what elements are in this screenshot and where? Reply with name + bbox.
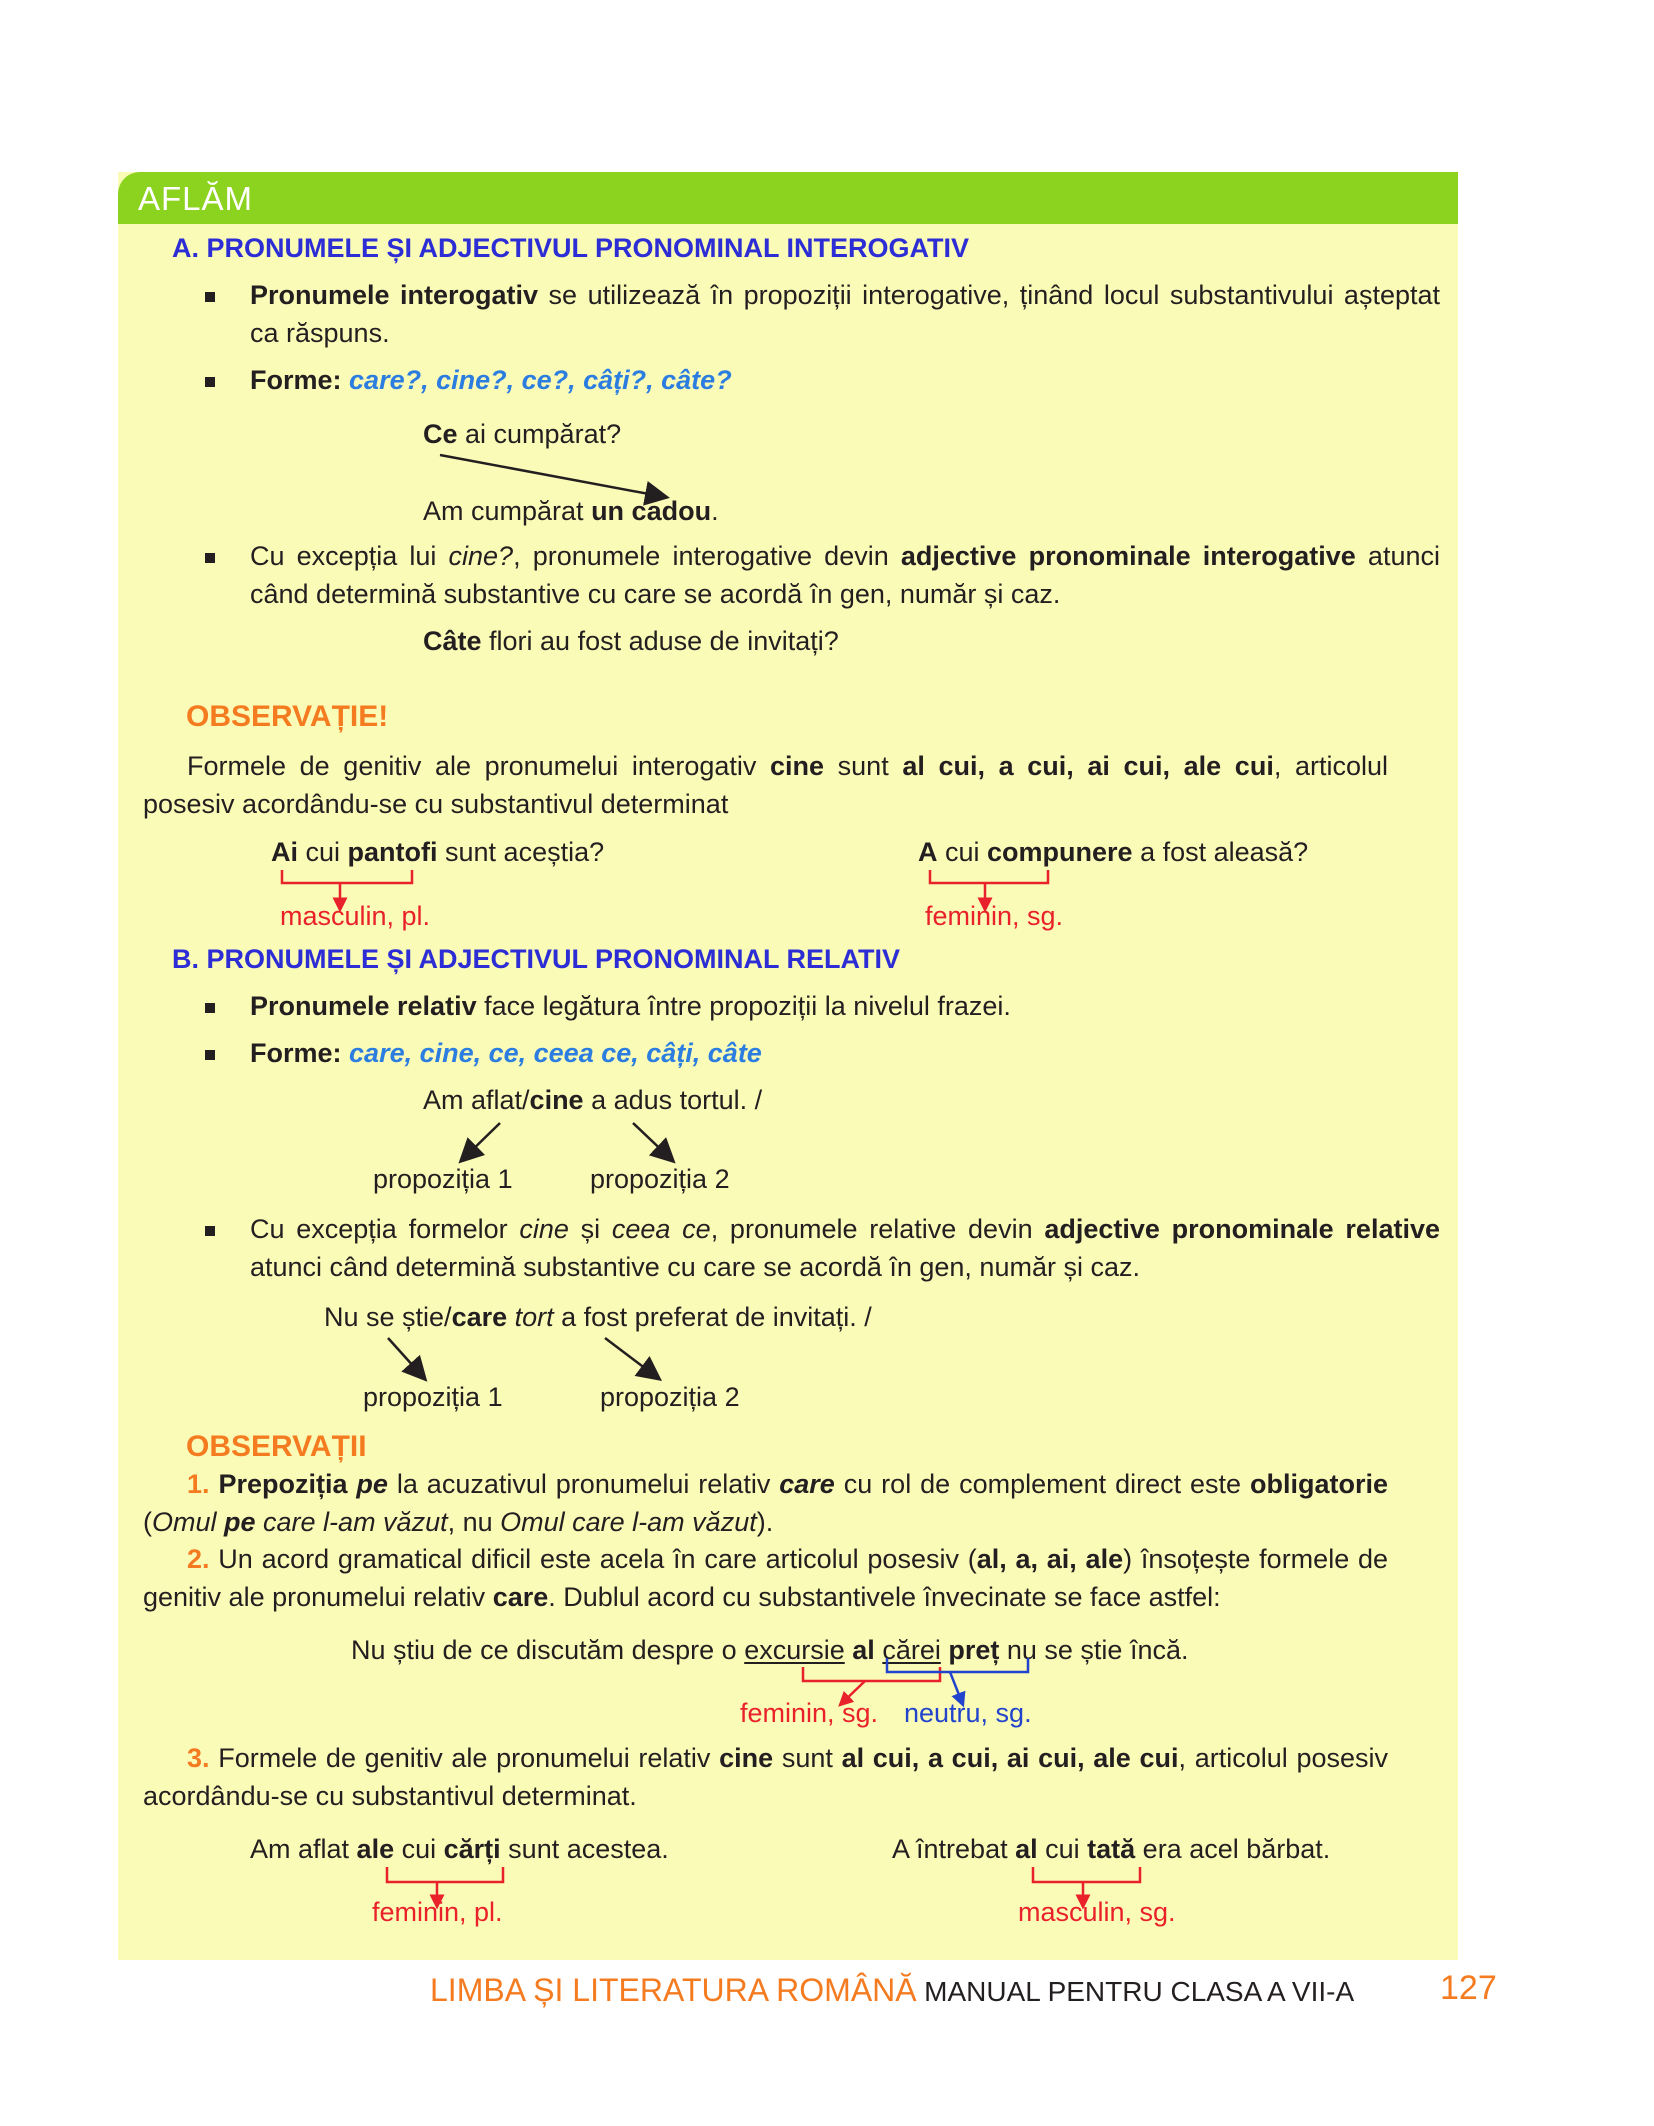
arrow-line: [840, 1681, 865, 1705]
example-text: a adus tortul. /: [583, 1085, 763, 1115]
example-text: Am aflat: [250, 1834, 357, 1864]
paragraph-text: , nu: [447, 1507, 501, 1537]
item-number: 3.: [187, 1743, 210, 1773]
example-text: A întrebat: [892, 1834, 1016, 1864]
arrow-line: [388, 1338, 424, 1378]
paragraph-italic: Omul: [152, 1507, 225, 1537]
bullet-text: Cu excepția lui: [250, 541, 449, 571]
paragraph-bold-italic: care: [779, 1469, 835, 1499]
example-text: nu se știe încă.: [999, 1635, 1189, 1665]
bullet-text: , pronumele relative devin: [710, 1214, 1045, 1244]
example-text: Nu știu de ce discutăm despre o: [351, 1635, 745, 1665]
example-bold: al: [1015, 1834, 1038, 1864]
example-bold: ale: [356, 1834, 395, 1864]
example-bold: Câte: [423, 626, 482, 656]
annotation-label: masculin, pl.: [280, 901, 431, 931]
bullet-text: face legătura între propoziții la nivelul frazei.: [476, 991, 1011, 1021]
example-bold: un cadou: [591, 496, 712, 526]
annotation-label: feminin, pl.: [372, 1897, 503, 1927]
arrow-line: [440, 455, 665, 497]
example-text: sunt aceștia?: [437, 837, 605, 867]
example-bold: A: [918, 837, 938, 867]
paragraph-text: Formele de genitiv ale pronumelui interogativ: [187, 751, 771, 781]
paragraph-bold-italic: pe: [224, 1507, 256, 1537]
paragraph-text: (: [143, 1507, 152, 1537]
example-bold: tată: [1087, 1834, 1136, 1864]
bullet-text: , pronumele interogative devin: [513, 541, 901, 571]
arrow-line: [950, 1672, 963, 1705]
annotation-label: neutru, sg.: [904, 1698, 1032, 1728]
example-bold: cărți: [443, 1834, 501, 1864]
paragraph-text: ) însoțește formele de genitiv ale pronumelui relativ: [143, 1544, 1388, 1612]
underlined-noun: excursie: [744, 1635, 845, 1665]
example-text: cui: [298, 837, 348, 867]
footer-subject: LIMBA ȘI LITERATURA ROMÂNĂ: [430, 1972, 917, 2008]
paragraph-bold-italic: pe: [347, 1469, 388, 1499]
example-bold: pantofi: [347, 837, 438, 867]
example-text: flori au fost aduse de invitați?: [481, 626, 839, 656]
paragraph-bold: al, a, ai, ale: [976, 1544, 1124, 1574]
term-bold: Pronumele relativ: [250, 991, 477, 1021]
paragraph-text: cu rol de complement direct este: [834, 1469, 1250, 1499]
bullet-italic: cine?: [448, 541, 514, 571]
forms-list: care, cine, ce, ceea ce, câți, câte: [349, 1038, 762, 1068]
paragraph-text: , articolul posesiv acordându-se cu substantivul determinat.: [143, 1743, 1388, 1811]
bullet-text: și: [568, 1214, 612, 1244]
example-text: a fost preferat de invitați. /: [553, 1302, 872, 1332]
arrow-line: [633, 1123, 672, 1160]
example-bold: preț: [948, 1635, 1000, 1665]
footer-book: MANUAL PENTRU CLASA A VII-A: [924, 1976, 1355, 2007]
bullet-text: atunci când determină substantive cu care se acordă în gen, număr și caz.: [250, 541, 1440, 609]
bracket: [1033, 1867, 1140, 1882]
example-bold: Ce: [423, 419, 458, 449]
arrow-line: [462, 1123, 500, 1160]
paragraph-italic: Omul care l-am văzut: [500, 1507, 757, 1537]
example-text: ai cumpărat?: [457, 419, 622, 449]
forms-label: Forme:: [250, 365, 342, 395]
paragraph-bold: cine: [770, 751, 825, 781]
clause-label-2: propoziția 2: [590, 1164, 730, 1194]
bullet-italic: cine: [519, 1214, 569, 1244]
example-text: .: [711, 496, 719, 526]
underlined-pronoun: cărei: [882, 1635, 941, 1665]
example-text: Nu se știe/: [324, 1302, 452, 1332]
example-text: era acel bărbat.: [1135, 1834, 1331, 1864]
bullet-text: atunci când determină substantive cu care se acordă în gen, număr și caz.: [250, 1252, 1140, 1282]
example-italic: tort: [507, 1302, 554, 1332]
example-bold: al: [852, 1635, 875, 1665]
clause-label-1: propoziția 1: [373, 1164, 513, 1194]
paragraph-text: ).: [756, 1507, 774, 1537]
paragraph-bold: al cui, a cui, ai cui, ale cui: [902, 751, 1274, 781]
observation-heading: OBSERVAȚIE!: [186, 700, 389, 733]
bracket: [887, 1658, 1028, 1672]
bracket: [387, 1867, 503, 1882]
paragraph-text: , articolul posesiv acordându-se cu substantivul determinat: [143, 751, 1388, 819]
observations-heading: OBSERVAȚII: [186, 1430, 367, 1463]
item-number: 1.: [187, 1469, 210, 1499]
item-number: 2.: [187, 1544, 210, 1574]
example-text: Am aflat/: [423, 1085, 530, 1115]
page-number: 127: [1440, 1969, 1497, 2007]
paragraph-bold: obligatorie: [1249, 1469, 1388, 1499]
bracket: [282, 870, 412, 883]
paragraph-text: sunt: [773, 1743, 842, 1773]
paragraph-bold: Prepoziția: [218, 1469, 348, 1499]
paragraph-text: sunt: [824, 751, 903, 781]
section-a-heading: A. PRONUMELE ȘI ADJECTIVUL PRONOMINAL INTEROGATIV: [172, 233, 970, 263]
example-text: cui: [1037, 1834, 1088, 1864]
clause-label-2: propoziția 2: [600, 1382, 740, 1412]
example-bold: Ai: [271, 837, 298, 867]
example-bold: compunere: [987, 837, 1133, 867]
paragraph-bold: care: [492, 1582, 549, 1612]
example-text: a fost aleasă?: [1132, 837, 1309, 867]
paragraph-text: Formele de genitiv ale pronumelui relativ: [209, 1743, 720, 1773]
example-text: cui: [937, 837, 988, 867]
bracket: [930, 870, 1048, 883]
paragraph-bold: cine: [719, 1743, 774, 1773]
bullet-text: se utilizează în propoziții interogative, ținând locul substantivului așteptat ca răspuns.: [250, 280, 1441, 348]
section-b-heading: B. PRONUMELE ȘI ADJECTIVUL PRONOMINAL RELATIV: [172, 944, 901, 974]
example-bold: cine: [529, 1085, 584, 1115]
term-bold: Pronumele interogativ: [250, 280, 539, 310]
example-bold: care: [451, 1302, 508, 1332]
annotation-label: feminin, sg.: [925, 901, 1064, 931]
example-text: sunt acestea.: [500, 1834, 669, 1864]
forms-list: care?, cine?, ce?, câți?, câte?: [349, 365, 732, 395]
example-text: cui: [394, 1834, 444, 1864]
annotation-label: feminin, sg.: [740, 1698, 879, 1728]
bullet-italic: ceea ce: [611, 1214, 711, 1244]
annotation-label: masculin, sg.: [1018, 1897, 1176, 1927]
paragraph-italic: care l-am văzut: [255, 1507, 448, 1537]
bullet-text: Cu excepția formelor: [250, 1214, 520, 1244]
paragraph-text: . Dublul acord cu substantivele învecinate se face astfel:: [548, 1582, 1221, 1612]
paragraph-bold: al cui, a cui, ai cui, ale cui: [841, 1743, 1179, 1773]
term-bold: adjective pronominale relative: [1044, 1214, 1440, 1244]
clause-label-1: propoziția 1: [363, 1382, 503, 1412]
paragraph-text: la acuzativul pronumelui relativ: [387, 1469, 780, 1499]
paragraph-text: Un acord gramatical dificil este acela în care articolul posesiv (: [209, 1544, 977, 1574]
term-bold: adjective pronominale interogative: [900, 541, 1356, 571]
bracket: [803, 1667, 940, 1681]
banner-title: AFLĂM: [138, 180, 254, 217]
example-text: Am cumpărat: [423, 496, 592, 526]
forms-label: Forme:: [250, 1038, 342, 1068]
arrow-line: [605, 1338, 658, 1378]
